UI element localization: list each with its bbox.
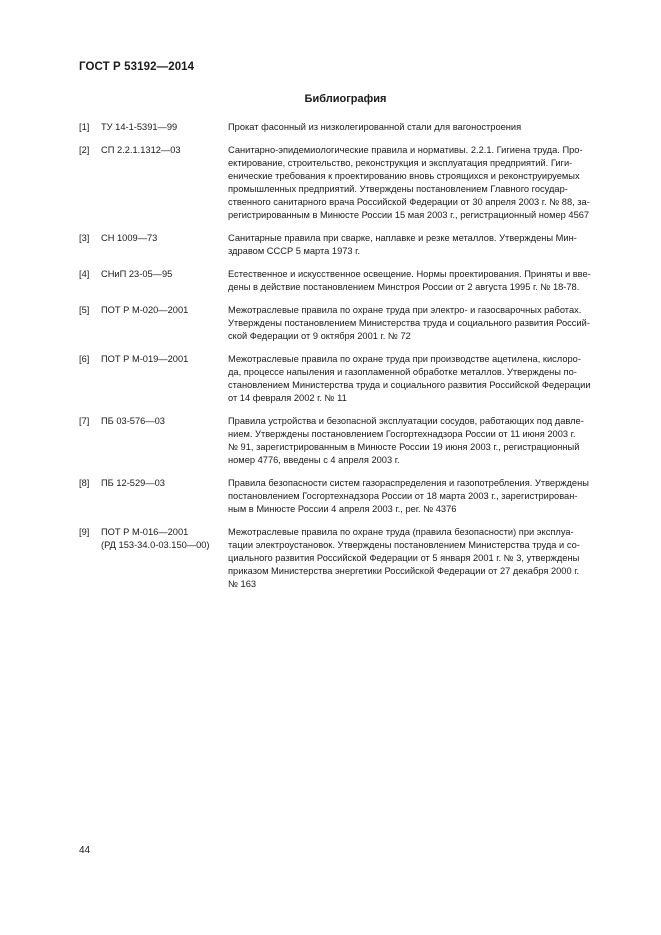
description-line: нием. Утверждены постановлением Госгортехнадзора России от 11 июня 2003 г. — [228, 429, 576, 439]
entry-document-code — [101, 353, 228, 405]
description-line: Санитарно-эпидемиологические правила и нормативы. 2.2.1. Гигиена труда. Про- — [228, 145, 583, 155]
entry-document-code — [101, 121, 228, 134]
entry-number: [9] — [79, 527, 90, 537]
bibliography-list — [79, 121, 617, 601]
document-code-line: ПОТ Р М-019—2001 — [101, 354, 189, 364]
description-line: Правила безопасности систем газораспределения и газопотребления. Утверждены — [228, 478, 589, 488]
entry-number: [4] — [79, 269, 90, 279]
description-line: тации электроустановок. Утверждены постановлением Министерства труда и со- — [228, 540, 580, 550]
description-line: номер 4776, введены с 4 апреля 2003 г. — [228, 455, 400, 465]
entry-description — [228, 144, 617, 222]
entry-document-code — [101, 415, 228, 467]
document-code-line: ПОТ Р М-020—2001 — [101, 305, 189, 315]
description-line: Санитарные правила при сварке, наплавке и резке металлов. Утверждены Мин- — [228, 233, 577, 243]
bibliography-entry — [79, 353, 617, 405]
bibliography-entry — [79, 477, 617, 516]
standard-designation: ГОСТ Р 53192—2014 — [79, 61, 195, 73]
entry-description — [228, 415, 617, 467]
entry-number: [7] — [79, 416, 90, 426]
entry-description — [228, 232, 617, 258]
entry-number: [5] — [79, 305, 90, 315]
entry-description — [228, 526, 617, 591]
description-line: промышленных предприятий. Утверждены постановлением Главного государ- — [228, 184, 568, 194]
description-line: ным в Минюсте России 4 апреля 2003 г., рег. № 4376 — [228, 504, 457, 514]
bibliography-entry — [79, 526, 617, 591]
document-code-line: СП 2.2.1.1312—03 — [101, 145, 181, 155]
description-line: Естественное и искусственное освещение. Нормы проектирования. Приняты и вве- — [228, 269, 591, 279]
entry-description — [228, 121, 617, 134]
description-line: енические требования к проектированию вновь строящихся и реконструируемых — [228, 171, 580, 181]
document-code-line: ПБ 03-576—03 — [101, 416, 165, 426]
entry-number: [2] — [79, 145, 90, 155]
entry-number: [3] — [79, 233, 90, 243]
description-line: ской Федерации от 9 октября 2001 г. № 72 — [228, 331, 411, 341]
bibliography-entry — [79, 121, 617, 134]
entry-description — [228, 477, 617, 516]
document-code-line: СН 1009—73 — [101, 233, 158, 243]
bibliography-entry — [79, 415, 617, 467]
entry-document-code — [101, 526, 228, 591]
entry-document-code — [101, 232, 228, 258]
bibliography-entry — [79, 144, 617, 222]
description-line: становлением Министерства труда и социального развития Российской Федерации — [228, 380, 591, 390]
description-line: регистрированным в Минюсте России 15 мая 2003 г., регистрационный номер 4567 — [228, 210, 590, 220]
description-line: от 14 февраля 2002 г. № 11 — [228, 393, 347, 403]
description-line: № 91, зарегистрированным в Минюсте России 19 июня 2003 г., регистрационный — [228, 442, 580, 452]
entry-document-code — [101, 477, 228, 516]
document-code-line: ПБ 12-529—03 — [101, 478, 165, 488]
bibliography-entry — [79, 268, 617, 294]
entry-description — [228, 353, 617, 405]
description-line: здравом СССР 5 марта 1973 г. — [228, 246, 361, 256]
description-line: циального развития Российской Федерации от 5 января 2001 г. № 3, утверждены — [228, 553, 580, 563]
description-line: приказом Министерства энергетики Российской Федерации от 27 декабря 2000 г. — [228, 566, 580, 576]
description-line: ственного санитарного врача Российской Федерации от 30 апреля 2003 г. № 88, за- — [228, 197, 590, 207]
description-line: Межотраслевые правила по охране труда (правила безопасности) при эксплуа- — [228, 527, 574, 537]
entry-document-code — [101, 144, 228, 222]
description-line: постановлением Госгортехнадзора России от 18 марта 2003 г., зарегистрирован- — [228, 491, 578, 501]
description-line: Правила устройства и безопасной эксплуатации сосудов, работающих под давле- — [228, 416, 584, 426]
description-line: Межотраслевые правила по охране труда при производстве ацетилена, кислоро- — [228, 354, 581, 364]
description-line: № 163 — [228, 579, 257, 589]
document-code-line: СНиП 23-05—95 — [101, 269, 173, 279]
entry-description — [228, 304, 617, 343]
entry-number: [6] — [79, 354, 90, 364]
description-line: Межотраслевые правила по охране труда при электро- и газосварочных работах. — [228, 305, 582, 315]
description-line: дены в действие постановлением Минстроя России от 2 августа 1995 г. № 18-78. — [228, 282, 580, 292]
section-title: Библиография — [304, 93, 387, 105]
entry-description — [228, 268, 617, 294]
entry-number: [8] — [79, 478, 90, 488]
document-code-line: (РД 153-34.0-03.150—00) — [101, 540, 210, 550]
description-line: ектирование, строительство, реконструкция и эксплуатация предприятий. Гиги- — [228, 158, 573, 168]
entry-document-code — [101, 304, 228, 343]
description-line: Прокат фасонный из низколегированной стали для вагоностроения — [228, 122, 522, 132]
entry-document-code — [101, 268, 228, 294]
bibliography-entry — [79, 232, 617, 258]
bibliography-entry — [79, 304, 617, 343]
entry-number: [1] — [79, 122, 90, 132]
document-code-line: ТУ 14-1-5391—99 — [101, 122, 178, 132]
page-number: 44 — [79, 845, 91, 856]
description-line: да, процессе напыления и газопламенной обработке металлов. Утверждены по- — [228, 367, 577, 377]
document-code-line: ПОТ Р М-016—2001 — [101, 527, 189, 537]
description-line: Утверждены постановлением Министерства труда и социального развития Россий- — [228, 318, 590, 328]
